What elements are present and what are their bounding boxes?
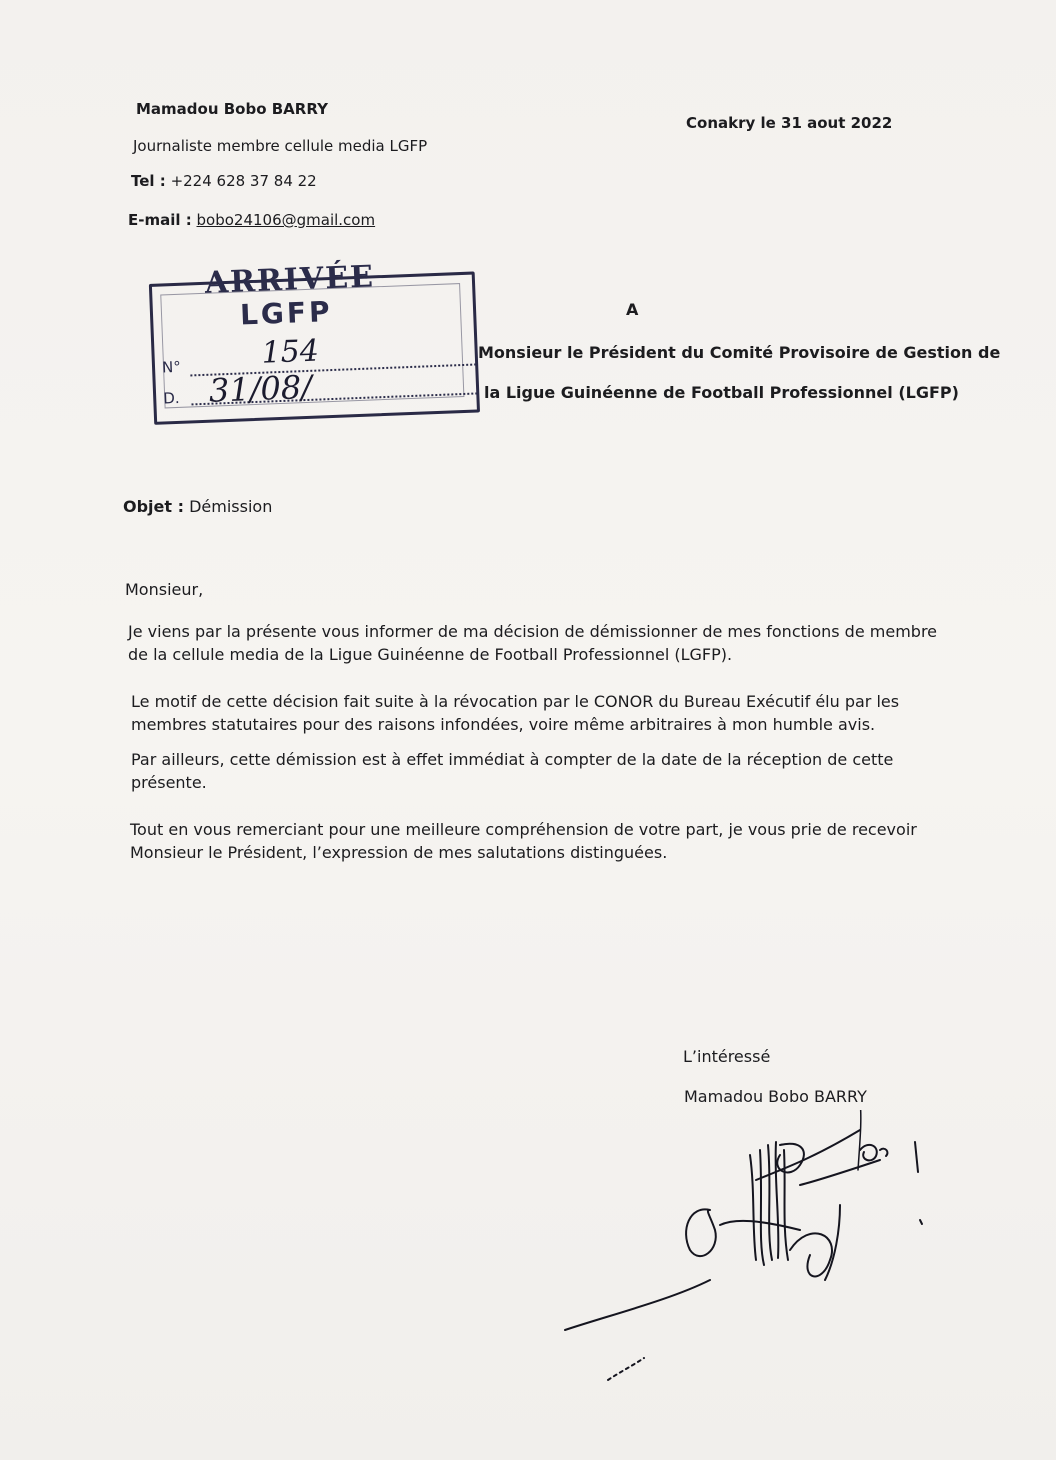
email-link[interactable]: bobo24106@gmail.com	[196, 211, 376, 229]
paragraph-1-line-1: Je viens par la présente vous informer de ma décision de démissionner de mes fonctions de membre	[128, 622, 938, 641]
sender-email	[128, 211, 375, 229]
recipient-line-2: la Ligue Guinéenne de Football Professionnel (LGFP)	[484, 383, 959, 402]
paragraph-3-line-1: Par ailleurs, cette démission est à effet immédiat à compter de la date de la réception de cette	[131, 750, 894, 769]
stamp-title: ARRIVÉE	[204, 259, 376, 301]
closing-label: L’intéressé	[683, 1047, 771, 1066]
paragraph-2-line-1: Le motif de cette décision fait suite à la révocation par le CONOR du Bureau Exécutif élu par les	[131, 692, 900, 711]
recipient-a: A	[626, 300, 639, 319]
closing-name: Mamadou Bobo BARRY	[684, 1087, 867, 1106]
handwritten-signature	[560, 1110, 940, 1410]
date-line: Conakry le 31 aout 2022	[686, 114, 893, 132]
salutation: Monsieur,	[125, 580, 204, 599]
sender-role: Journaliste membre cellule media LGFP	[133, 137, 428, 155]
paragraph-1-line-2: de la cellule media de la Ligue Guinéenne de Football Professionnel (LGFP).	[128, 645, 733, 664]
recipient-line-1: Monsieur le Président du Comité Provisoire de Gestion de	[478, 343, 1001, 362]
sender-tel	[131, 172, 317, 190]
stamp-date-label: D.	[162, 388, 180, 408]
tel-value: +224 628 37 84 22	[170, 172, 317, 190]
tel-label: Tel :	[131, 172, 166, 190]
stamp-number-label: N°	[161, 357, 182, 377]
paragraph-4-line-2: Monsieur le Président, l’expression de mes salutations distinguées.	[130, 843, 668, 862]
stamp-org: LGFP	[239, 294, 334, 332]
paragraph-3-line-2: présente.	[131, 773, 207, 792]
arrival-stamp	[148, 249, 480, 419]
object-line	[123, 497, 272, 516]
object-value: Démission	[189, 497, 273, 516]
paragraph-2-line-2: membres statutaires pour des raisons infondées, voire même arbitraires à mon humble avis.	[131, 715, 876, 734]
sender-name: Mamadou Bobo BARRY	[136, 100, 328, 118]
paragraph-1	[128, 620, 948, 666]
stamp-number-handwritten: 154	[260, 333, 320, 371]
paragraph-2	[131, 690, 951, 736]
email-label: E-mail :	[128, 211, 192, 229]
paragraph-4-line-1: Tout en vous remerciant pour une meilleure compréhension de votre part, je vous prie de recevoir	[130, 820, 917, 839]
object-label: Objet :	[123, 497, 185, 516]
stamp-date-handwritten: 31/08/	[208, 367, 313, 410]
paragraph-3	[131, 748, 951, 794]
paragraph-4	[130, 818, 950, 864]
